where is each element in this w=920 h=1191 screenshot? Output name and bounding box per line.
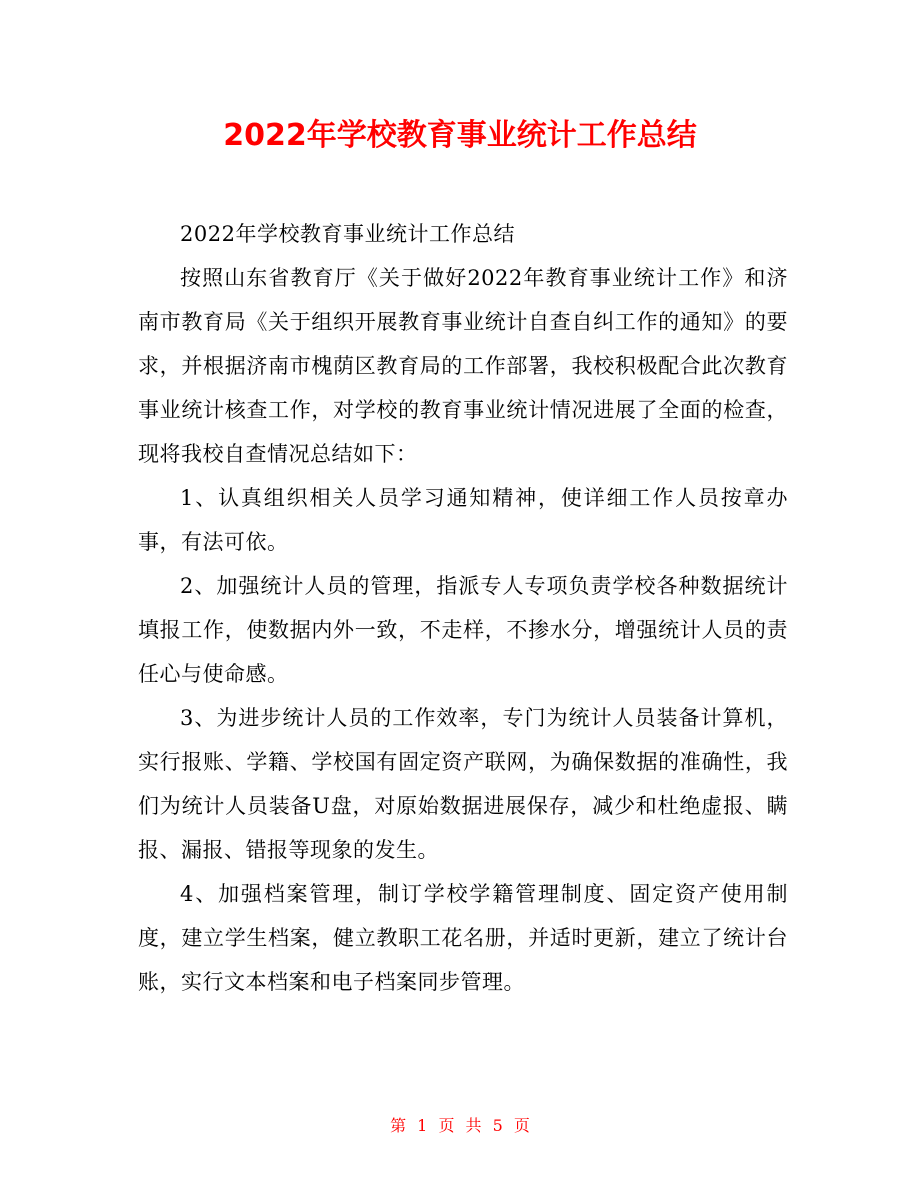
paragraph-item-3: 3、为进步统计人员的工作效率，专门为统计人员装备计算机，实行报账、学籍、学校国有固定资产联网，为确保数据的准确性，我们为统计人员装备U盘，对原始数据进展保存，减少和杜绝虚报、瞒报、漏报、错报等现象的发生。 [138, 706, 788, 862]
document-title: 2022年学校教育事业统计工作总结 [223, 118, 697, 153]
document-body [138, 212, 788, 1004]
paragraph-item-1: 1、认真组织相关人员学习通知精神，使详细工作人员按章办事，有法可依。 [138, 486, 788, 554]
page-number-footer: 第 1 页 共 5 页 [390, 1116, 530, 1135]
paragraph-item-2: 2、加强统计人员的管理，指派专人专项负责学校各种数据统计填报工作，使数据内外一致，不走样，不掺水分，增强统计人员的责任心与使命感。 [138, 574, 788, 686]
paragraph-heading: 2022年学校教育事业统计工作总结 [180, 222, 515, 246]
paragraph-item-4: 4、加强档案管理，制订学校学籍管理制度、固定资产使用制度，建立学生档案，健立教职工花名册，并适时更新，建立了统计台账，实行文本档案和电子档案同步管理。 [138, 882, 788, 994]
paragraph-intro: 按照山东省教育厅《关于做好2022年教育事业统计工作》和济南市教育局《关于组织开展教育事业统计自查自纠工作的通知》的要求，并根据济南市槐荫区教育局的工作部署，我校积极配合此次教育事业统计核查工作，对学校的教育事业统计情况进展了全面的检查，现将我校自查情况总结如下： [138, 266, 788, 466]
